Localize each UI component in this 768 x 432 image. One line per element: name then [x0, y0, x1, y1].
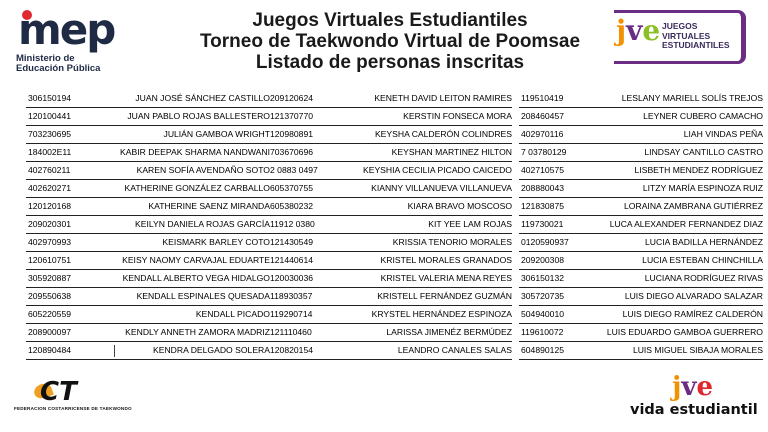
registrant-row [268, 144, 512, 162]
registrant-id: 120820154 [270, 345, 314, 355]
registrant-name: LITZY MARÍA ESPINOZA RUIZ [642, 183, 763, 193]
registrant-id: 703230695 [28, 129, 72, 139]
registrant-row [519, 180, 763, 198]
registrant-id: 402620271 [28, 183, 72, 193]
registrant-name: LORAINA ZAMBRANA GUTIÉRREZ [624, 201, 763, 211]
registrant-id: 120980891 [270, 129, 314, 139]
registrant-row [268, 198, 512, 216]
registrant-row [26, 198, 270, 216]
fct-logo [14, 378, 144, 416]
registrant-row [519, 90, 763, 108]
registrant-name: KENETH DAVID LEITON RAMIRES [374, 93, 512, 103]
registrant-row [26, 108, 270, 126]
registrant-id: 306150194 [28, 93, 72, 103]
registrant-name: KERSTIN FONSECA MORA [403, 111, 512, 121]
registrant-id: 120610751 [28, 255, 72, 265]
row-divider-mark [114, 345, 115, 357]
registrant-row [268, 162, 512, 180]
registrant-id: 605370755 [270, 183, 314, 193]
registrant-name: KENDALL ESPINALES QUESADA [136, 291, 270, 301]
registrant-row [519, 126, 763, 144]
registrant-id: 2 0883 0497 [270, 165, 318, 175]
registrant-row [519, 162, 763, 180]
registrant-name: LISBETH MENDEZ RODRÍGUEZ [634, 165, 763, 175]
registrant-name: KRISSIA TENORIO MORALES [392, 237, 512, 247]
registrant-id: 118930357 [270, 291, 313, 301]
registrant-name: KIARA BRAVO MOSCOSO [407, 201, 512, 211]
registrant-id: 604890125 [521, 345, 565, 355]
registrant-name: KATHERINE GONZÁLEZ CARBALLO [124, 183, 270, 193]
registrant-name: KIANNY VILLANUEVA VILLANUEVA [371, 183, 512, 193]
registrant-name: KRISTEL MORALES GRANADOS [380, 255, 512, 265]
registrant-name: JUAN JOSÉ SÁNCHEZ CASTILLO [135, 93, 270, 103]
registrant-id: 209200308 [521, 255, 565, 265]
registrant-id: 208880043 [521, 183, 565, 193]
registrant-row [26, 342, 270, 360]
registrant-id: 119290714 [270, 309, 313, 319]
registrant-id: 305720735 [521, 291, 565, 301]
registrant-name: LUIS DIEGO ALVARADO SALAZAR [624, 291, 763, 301]
mep-logo-line2: Educación Pública [16, 63, 101, 74]
jve-logo-mark [616, 16, 660, 46]
registrant-id: 120120168 [28, 201, 72, 211]
registrant-row [268, 306, 512, 324]
registrant-id: 7 03780129 [521, 147, 567, 157]
registrant-id: 119610072 [521, 327, 564, 337]
registrant-row [519, 306, 763, 324]
ve-logo-j: j [672, 372, 682, 402]
registrant-row [26, 90, 270, 108]
registrant-id: 121430549 [270, 237, 314, 247]
registrant-row [268, 342, 512, 360]
registrant-name: JULIÁN GAMBOA WRIGHT [163, 129, 270, 139]
registrant-name: LUIS MIGUEL SIBAJA MORALES [632, 345, 763, 355]
registrant-name: LUCIANA RODRÍGUEZ RIVAS [644, 273, 763, 283]
registrants-column-3 [519, 90, 763, 360]
registrant-row [519, 324, 763, 342]
registrant-id: 305920887 [28, 273, 72, 283]
registrant-id: 402710575 [521, 165, 565, 175]
registrant-name: JUAN PABLO ROJAS BALLESTERO [127, 111, 270, 121]
registrant-row [519, 270, 763, 288]
registrant-id: 119730021 [521, 219, 564, 229]
registrant-name: KRISTEL VALERIA MENA REYES [380, 273, 512, 283]
registrant-row [519, 144, 763, 162]
registrant-row [268, 180, 512, 198]
jve-logo-e: e [642, 14, 661, 47]
registrant-row [26, 180, 270, 198]
registrant-row [268, 234, 512, 252]
registrant-name: KENDRA DELGADO SOLERA [152, 345, 270, 355]
registrant-name: KATHERINE SAENZ MIRANDA [148, 201, 270, 211]
jve-logo [614, 10, 746, 64]
registrant-row [26, 126, 270, 144]
registrant-id: 703670696 [270, 147, 314, 157]
registrant-name: LUCIA BADILLA HERNÁNDEZ [645, 237, 763, 247]
registrant-id: 121830875 [521, 201, 565, 211]
registrant-id: 11912 0380 [270, 219, 315, 229]
registrants-column-1 [26, 90, 270, 360]
registrant-name: KEYSHIA CECILIA PICADO CAICEDO [362, 165, 512, 175]
registrant-id: 209120624 [270, 93, 314, 103]
registrant-row [519, 234, 763, 252]
registrant-name: KEYSHAN MARTINEZ HILTON [391, 147, 512, 157]
jve-logo-text [662, 22, 730, 51]
jve-logo-j: j [616, 14, 627, 47]
registrant-id: 306150132 [521, 273, 565, 283]
registrant-row [519, 288, 763, 306]
registrant-row [519, 252, 763, 270]
registrant-row [26, 234, 270, 252]
fct-logo-subtitle: FEDERACION COSTARRICENSE DE TAEKWONDO [14, 406, 132, 411]
registrant-row [519, 108, 763, 126]
registrant-row [26, 288, 270, 306]
mep-logo-line1: Ministerio de [16, 53, 75, 64]
registrant-id: 208900097 [28, 327, 72, 337]
registrant-name: LIAH VINDAS PEÑA [683, 129, 763, 139]
registrant-name: LEYNER CUBERO CAMACHO [643, 111, 763, 121]
registrant-name: KEISY NAOMY CARVAJAL EDUARTE [122, 255, 270, 265]
registrant-name: LEANDRO CANALES SALAS [397, 345, 512, 355]
jve-logo-v: v [626, 14, 643, 47]
registrant-id: 605220559 [28, 309, 72, 319]
registrant-name: LESLANY MARIELL SOLÍS TREJOS [621, 93, 763, 103]
ve-logo-e: e [696, 372, 714, 402]
registrant-id: 208460457 [521, 111, 565, 121]
registrant-name: LUCIA ESTEBAN CHINCHILLA [642, 255, 763, 265]
registrant-id: 504940010 [521, 309, 565, 319]
mep-logo-subtitle [16, 54, 100, 74]
registrant-name: LUCA ALEXANDER FERNANDEZ DIAZ [609, 219, 763, 229]
registrant-id: 605380232 [270, 201, 314, 211]
registrant-name: KIT YEE LAM ROJAS [428, 219, 512, 229]
vida-estudiantil-logo [630, 372, 758, 420]
registrant-name: KENDLY ANNETH ZAMORA MADRIZ [125, 327, 270, 337]
registrant-row [26, 216, 270, 234]
jve-logo-line2: VIRTUALES [662, 30, 711, 41]
registrant-name: LARISSA JIMENÉZ BERMÚDEZ [386, 327, 512, 337]
registrant-name: KABIR DEEPAK SHARMA NANDWANI [120, 147, 270, 157]
registrant-row [26, 324, 270, 342]
registrant-id: 120100441 [28, 111, 72, 121]
page-title: Juegos Virtuales Estudiantiles [252, 10, 528, 31]
page-list-heading: Listado de personas inscritas [255, 52, 525, 73]
registrant-name: KENDALL ALBERTO VEGA HIDALGO [122, 273, 270, 283]
registrant-row [26, 252, 270, 270]
fct-logo-mark: CT [40, 377, 77, 407]
registrant-id: 120890484 [28, 345, 72, 355]
registrant-row [519, 216, 763, 234]
page-subtitle: Torneo de Taekwondo Virtual de Poomsae [199, 31, 581, 52]
registrant-row [268, 288, 512, 306]
jve-logo-line1: JUEGOS [662, 21, 698, 31]
mep-logo [14, 5, 134, 78]
registrant-row [268, 108, 512, 126]
registrant-row [268, 252, 512, 270]
registrants-column-2 [268, 90, 512, 360]
registrant-name: KRISTELL FERNÁNDEZ GUZMÁN [377, 291, 512, 301]
registrant-name: KRYSTEL HERNÁNDEZ ESPINOZA [371, 309, 512, 319]
registrant-id: 209020301 [28, 219, 72, 229]
mep-logo-mark: mep [18, 5, 115, 54]
registrant-row [26, 162, 270, 180]
registrant-id: 402970116 [521, 129, 564, 139]
registrant-id: 121440614 [270, 255, 314, 265]
jve-logo-line3: ESTUDIANTILES [662, 40, 730, 50]
registrant-name: KENDALL PICADO [195, 309, 270, 319]
registrant-row [26, 270, 270, 288]
registrant-id: 209550638 [28, 291, 72, 301]
registrant-id: 121370770 [270, 111, 314, 121]
registrant-id: 402970993 [28, 237, 72, 247]
registrant-id: 184002E11 [28, 147, 72, 157]
ve-logo-v: v [681, 372, 697, 402]
registrant-name: KEISMARK BARLEY COTO [162, 237, 270, 247]
registrant-name: LUIS EDUARDO GAMBOA GUERRERO [606, 327, 763, 337]
registrant-id: 0120590937 [521, 237, 569, 247]
registrant-row [268, 90, 512, 108]
registrant-row [26, 306, 270, 324]
vida-estudiantil-logo-mark [672, 374, 713, 400]
registrant-row [26, 144, 270, 162]
registrant-id: 402760211 [28, 165, 71, 175]
registrant-name: KEYSHA CALDERÓN COLINDRES [374, 129, 512, 139]
registrant-name: LINDSAY CANTILLO CASTRO [644, 147, 763, 157]
registrant-id: 121110460 [270, 327, 312, 337]
registrant-name: KAREN SOFÍA AVENDAÑO SOTO [136, 165, 270, 175]
registrant-row [268, 270, 512, 288]
registrant-name: KEILYN DANIELA ROJAS GARCÍA [135, 219, 270, 229]
registrant-row [268, 324, 512, 342]
registrant-row [519, 342, 763, 360]
registrant-row [268, 126, 512, 144]
page-title-block [150, 10, 630, 73]
registrant-id: 119510419 [521, 93, 564, 103]
registrant-id: 120030036 [270, 273, 314, 283]
registrant-name: LUIS DIEGO RAMÍREZ CALDERÓN [622, 309, 763, 319]
vida-estudiantil-logo-text: vida estudiantil [630, 402, 758, 418]
registrant-row [268, 216, 512, 234]
registrant-row [519, 198, 763, 216]
